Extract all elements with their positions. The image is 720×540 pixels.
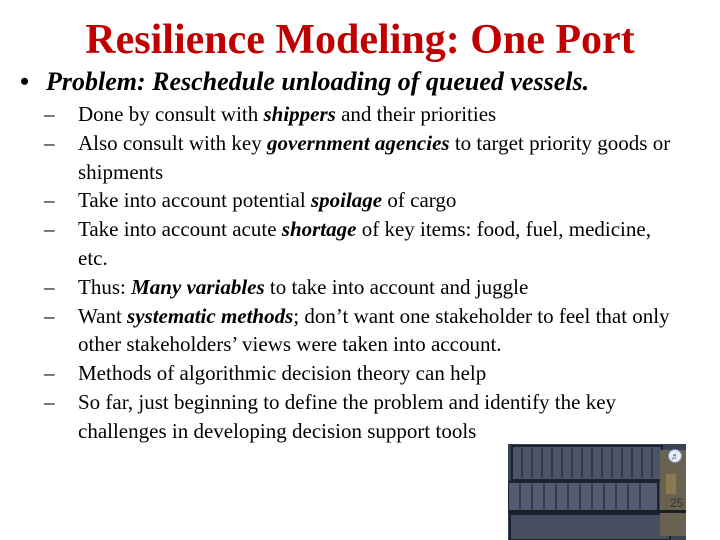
page-number: 25 bbox=[670, 496, 684, 510]
dash-marker: – bbox=[44, 102, 55, 126]
emphasis: shippers bbox=[263, 102, 336, 126]
containers-illustration bbox=[508, 444, 686, 540]
sub-bullet: – Take into account acute shortage of key items: food, fuel, medicine, etc. bbox=[44, 217, 651, 270]
emphasis: government agencies bbox=[267, 130, 450, 155]
shipping-containers-photo bbox=[508, 444, 686, 540]
sub-bullet: – Thus: Many variables to take into account and juggle bbox=[44, 273, 684, 302]
sub-bullet: – So far, just beginning to define the problem and identify the key challenges in developing decision support tools bbox=[44, 389, 617, 443]
dash-marker: – bbox=[44, 188, 55, 213]
dash-marker: – bbox=[44, 217, 55, 242]
dash-marker: – bbox=[44, 274, 55, 299]
bullet-marker: • bbox=[20, 67, 30, 96]
emphasis: systematic methods bbox=[127, 303, 294, 328]
emphasis: Many variables bbox=[131, 274, 265, 299]
sub-bullet: – Done by consult with shippers and their priorities bbox=[44, 100, 684, 129]
dash-marker: – bbox=[44, 361, 55, 386]
sub-bullet-list bbox=[44, 100, 684, 446]
dash-marker: – bbox=[44, 303, 55, 328]
dash-marker: – bbox=[44, 130, 55, 155]
emphasis: spoilage bbox=[310, 188, 383, 213]
sub-bullet: – Take into account potential spoilage of cargo bbox=[44, 186, 684, 215]
dash-marker: – bbox=[44, 389, 55, 414]
sub-bullet: – Methods of algorithmic decision theory can help bbox=[44, 359, 684, 388]
main-bullet-text: Problem: Reschedule unloading of queued vessels. bbox=[46, 67, 590, 96]
sound-icon[interactable]: ♬ bbox=[668, 449, 682, 463]
emphasis: shortage bbox=[281, 217, 357, 242]
main-bullet bbox=[20, 66, 710, 98]
sub-bullet: – Want systematic methods; don’t want one stakeholder to feel that only other stakeholders’ views were taken into account. bbox=[44, 303, 670, 357]
slide-title: Resilience Modeling: One Port bbox=[85, 17, 635, 63]
sub-bullet: – Also consult with key government agencies to target priority goods or shipments bbox=[44, 130, 671, 184]
